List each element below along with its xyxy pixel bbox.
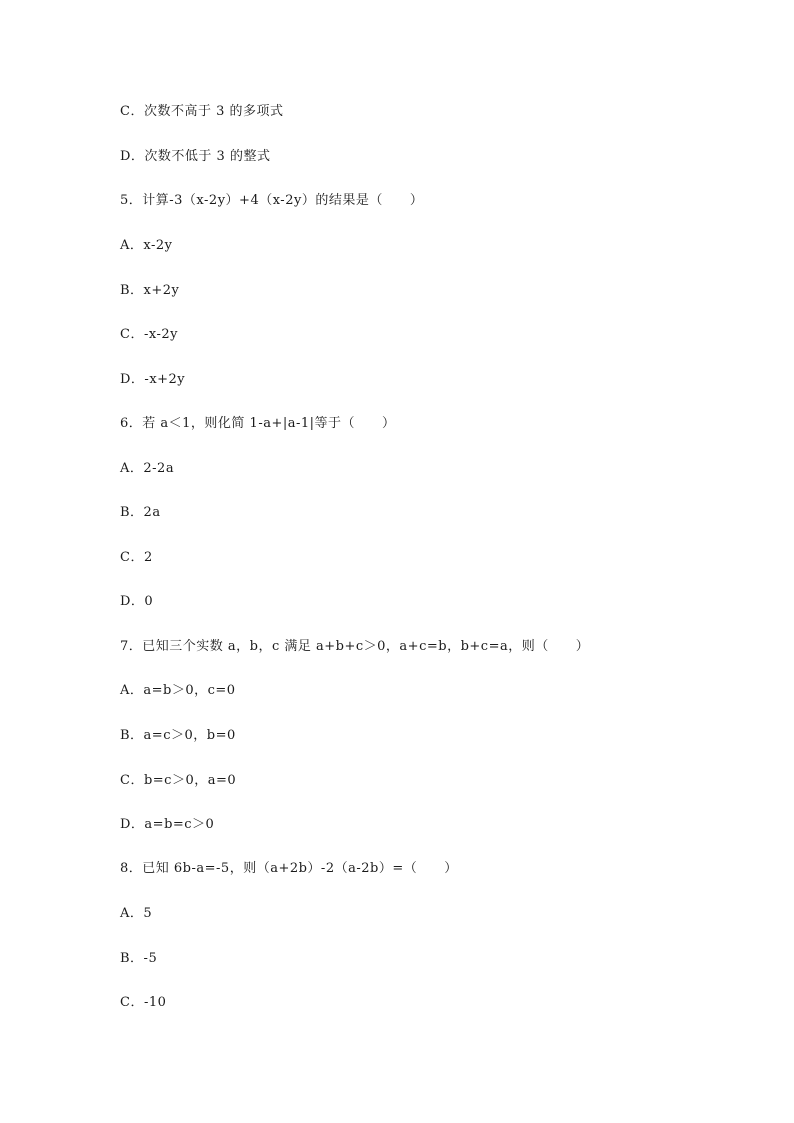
option-c-q6: C．2 (120, 550, 153, 565)
option-d-q7: D．a=b=c＞0 (120, 817, 215, 832)
option-c-q5: C．-x-2y (120, 327, 178, 342)
question-8: 8．已知 6b-a=-5，则（a+2b）-2（a-2b）=（ ） (120, 861, 458, 876)
option-c-q4: C．次数不高于 3 的多项式 (120, 104, 284, 119)
question-5: 5．计算-3（x-2y）+4（x-2y）的结果是（ ） (120, 193, 424, 208)
option-b-q5: B．x+2y (120, 283, 180, 298)
option-d-q5: D．-x+2y (120, 372, 186, 387)
option-a-q6: A．2-2a (120, 461, 175, 476)
option-c-q7: C．b=c＞0，a=0 (120, 773, 237, 788)
option-a-q7: A．a=b＞0，c=0 (120, 683, 236, 698)
option-a-q8: A．5 (120, 906, 153, 921)
option-d-q6: D．0 (120, 594, 154, 609)
option-c-q8: C．-10 (120, 995, 167, 1010)
option-b-q6: B．2a (120, 505, 161, 520)
question-6: 6．若 a＜1，则化简 1-a+|a-1|等于（ ） (120, 416, 396, 431)
option-a-q5: A．x-2y (120, 238, 173, 253)
option-d-q4: D．次数不低于 3 的整式 (120, 149, 271, 164)
option-b-q8: B．-5 (120, 951, 158, 966)
question-7: 7．已知三个实数 a，b，c 满足 a+b+c＞0，a+c=b，b+c=a，则（ ） (120, 639, 590, 654)
option-b-q7: B．a=c＞0，b=0 (120, 728, 236, 743)
